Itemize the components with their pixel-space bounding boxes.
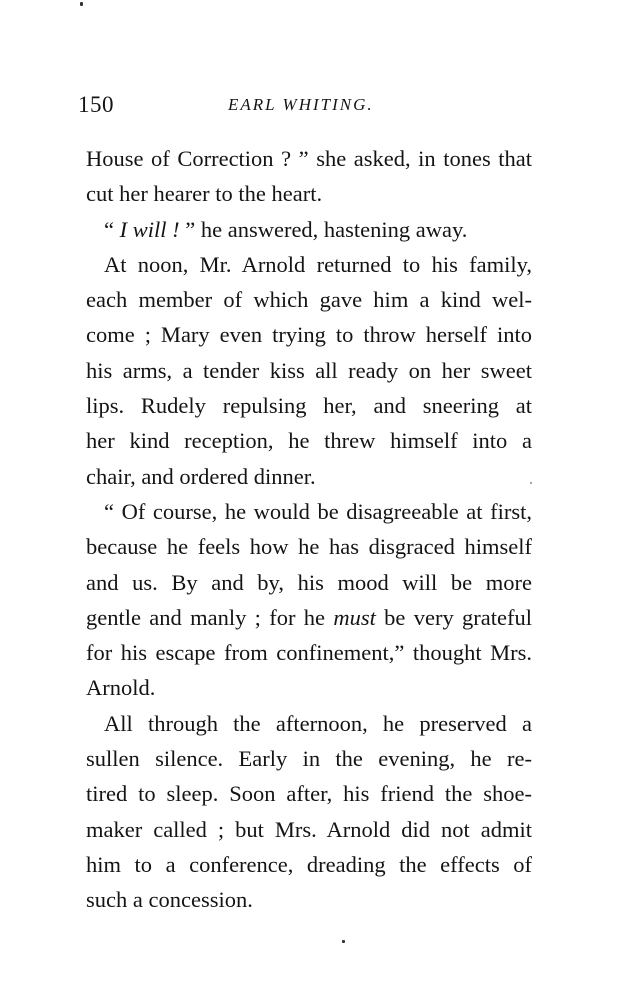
text-line: his arms, a tender kiss all ready on her sweet bbox=[86, 357, 532, 383]
text-line: cut her hearer to the heart. bbox=[86, 181, 323, 207]
emphasis: must bbox=[333, 604, 376, 630]
text-line: come ; Mary even trying to throw herself into bbox=[86, 322, 532, 348]
print-speck bbox=[80, 2, 83, 6]
text-line: maker called ; but Mrs. Arnold did not admit bbox=[86, 816, 532, 842]
text-line: sullen silence. Early in the evening, he re- bbox=[86, 746, 532, 772]
running-head: EARL WHITING. bbox=[228, 95, 374, 114]
body-text bbox=[86, 141, 532, 918]
text-line: for his escape from confinement,” thought Mrs. bbox=[86, 640, 532, 666]
page-header bbox=[78, 92, 538, 122]
print-speck bbox=[342, 940, 345, 943]
text-line: House of Correction ? ” she asked, in tones that bbox=[86, 146, 532, 171]
text-line: him to a conference, dreading the effects of bbox=[86, 851, 532, 877]
text-line: such a concession. bbox=[86, 887, 253, 913]
text-line: “ Of course, he would be disagreeable at first, bbox=[104, 498, 532, 524]
text-line: “ I will ! ” he answered, hastening away. bbox=[104, 216, 468, 242]
text-line: each member of which gave him a kind wel- bbox=[86, 287, 532, 313]
text-line: lips. Rudely repulsing her, and sneering at bbox=[86, 393, 532, 419]
text-line: At noon, Mr. Arnold returned to his family, bbox=[104, 251, 532, 277]
text-line: Arnold. bbox=[86, 675, 156, 701]
text-line: tired to sleep. Soon after, his friend the shoe- bbox=[86, 781, 532, 807]
page-number: 150 bbox=[78, 92, 114, 117]
text-line: because he feels how he has disgraced himself bbox=[86, 534, 532, 560]
text-line: All through the afternoon, he preserved a bbox=[104, 710, 532, 736]
text-line: and us. By and by, his mood will be more bbox=[86, 569, 532, 595]
emphasis: I will ! bbox=[119, 216, 180, 242]
text-line: gentle and manly ; for he must be very grateful bbox=[86, 604, 532, 630]
text-line: chair, and ordered dinner. bbox=[86, 463, 316, 489]
text-line: her kind reception, he threw himself into a bbox=[86, 428, 532, 454]
